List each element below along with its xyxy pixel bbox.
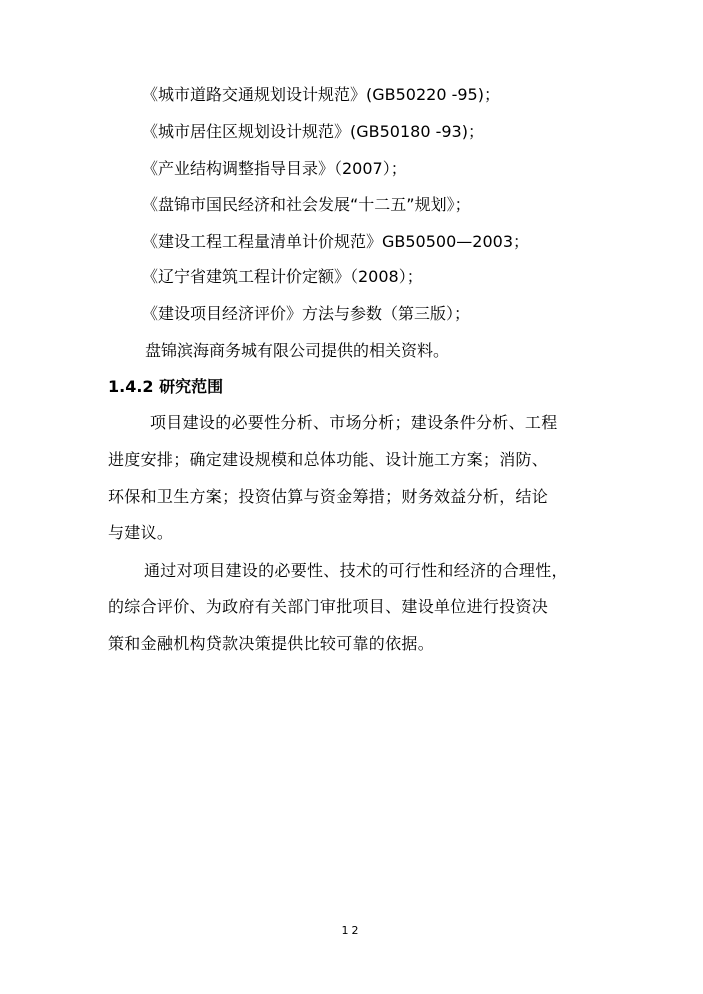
paragraph-line: 的综合评价、为政府有关部门审批项目、建设单位进行投资决: [108, 597, 549, 616]
reference-item: 《辽宁省建筑工程计价定额》（2008）；: [142, 267, 423, 286]
reference-item: 《盘锦市国民经济和社会发展“十二五”规划》；: [142, 195, 471, 214]
paragraph-line: 项目建设的必要性分析、市场分析；建设条件分析、工程: [150, 413, 558, 432]
reference-item: 《产业结构调整指导目录》（2007）；: [142, 159, 407, 178]
page-number: 12: [341, 924, 362, 937]
section-title: 研究范围: [159, 377, 224, 396]
reference-item-company-materials: 盘锦滨海商务城有限公司提供的相关资料。: [145, 341, 450, 360]
reference-item: 《城市道路交通规划设计规范》(GB50220 -95)；: [142, 85, 500, 104]
paragraph-line: 环保和卫生方案；投资估算与资金筹措；财务效益分析，结论: [108, 487, 549, 506]
section-heading: [108, 377, 223, 397]
section-number: 1.4.2: [108, 377, 154, 396]
paragraph-line: 进度安排；确定建设规模和总体功能、设计施工方案；消防、: [108, 450, 549, 469]
paragraph-line: 策和金融机构贷款决策提供比较可靠的依据。: [108, 634, 435, 653]
reference-item: 《建设工程工程量清单计价规范》GB50500—2003；: [142, 232, 529, 251]
paragraph-line: 与建议。: [108, 523, 174, 542]
reference-item: 《建设项目经济评价》方法与参数（第三版）；: [142, 304, 471, 323]
paragraph-line: 通过对项目建设的必要性、技术的可行性和经济的合理性，: [144, 561, 568, 580]
reference-item: 《城市居住区规划设计规范》(GB50180 -93)；: [142, 122, 484, 141]
